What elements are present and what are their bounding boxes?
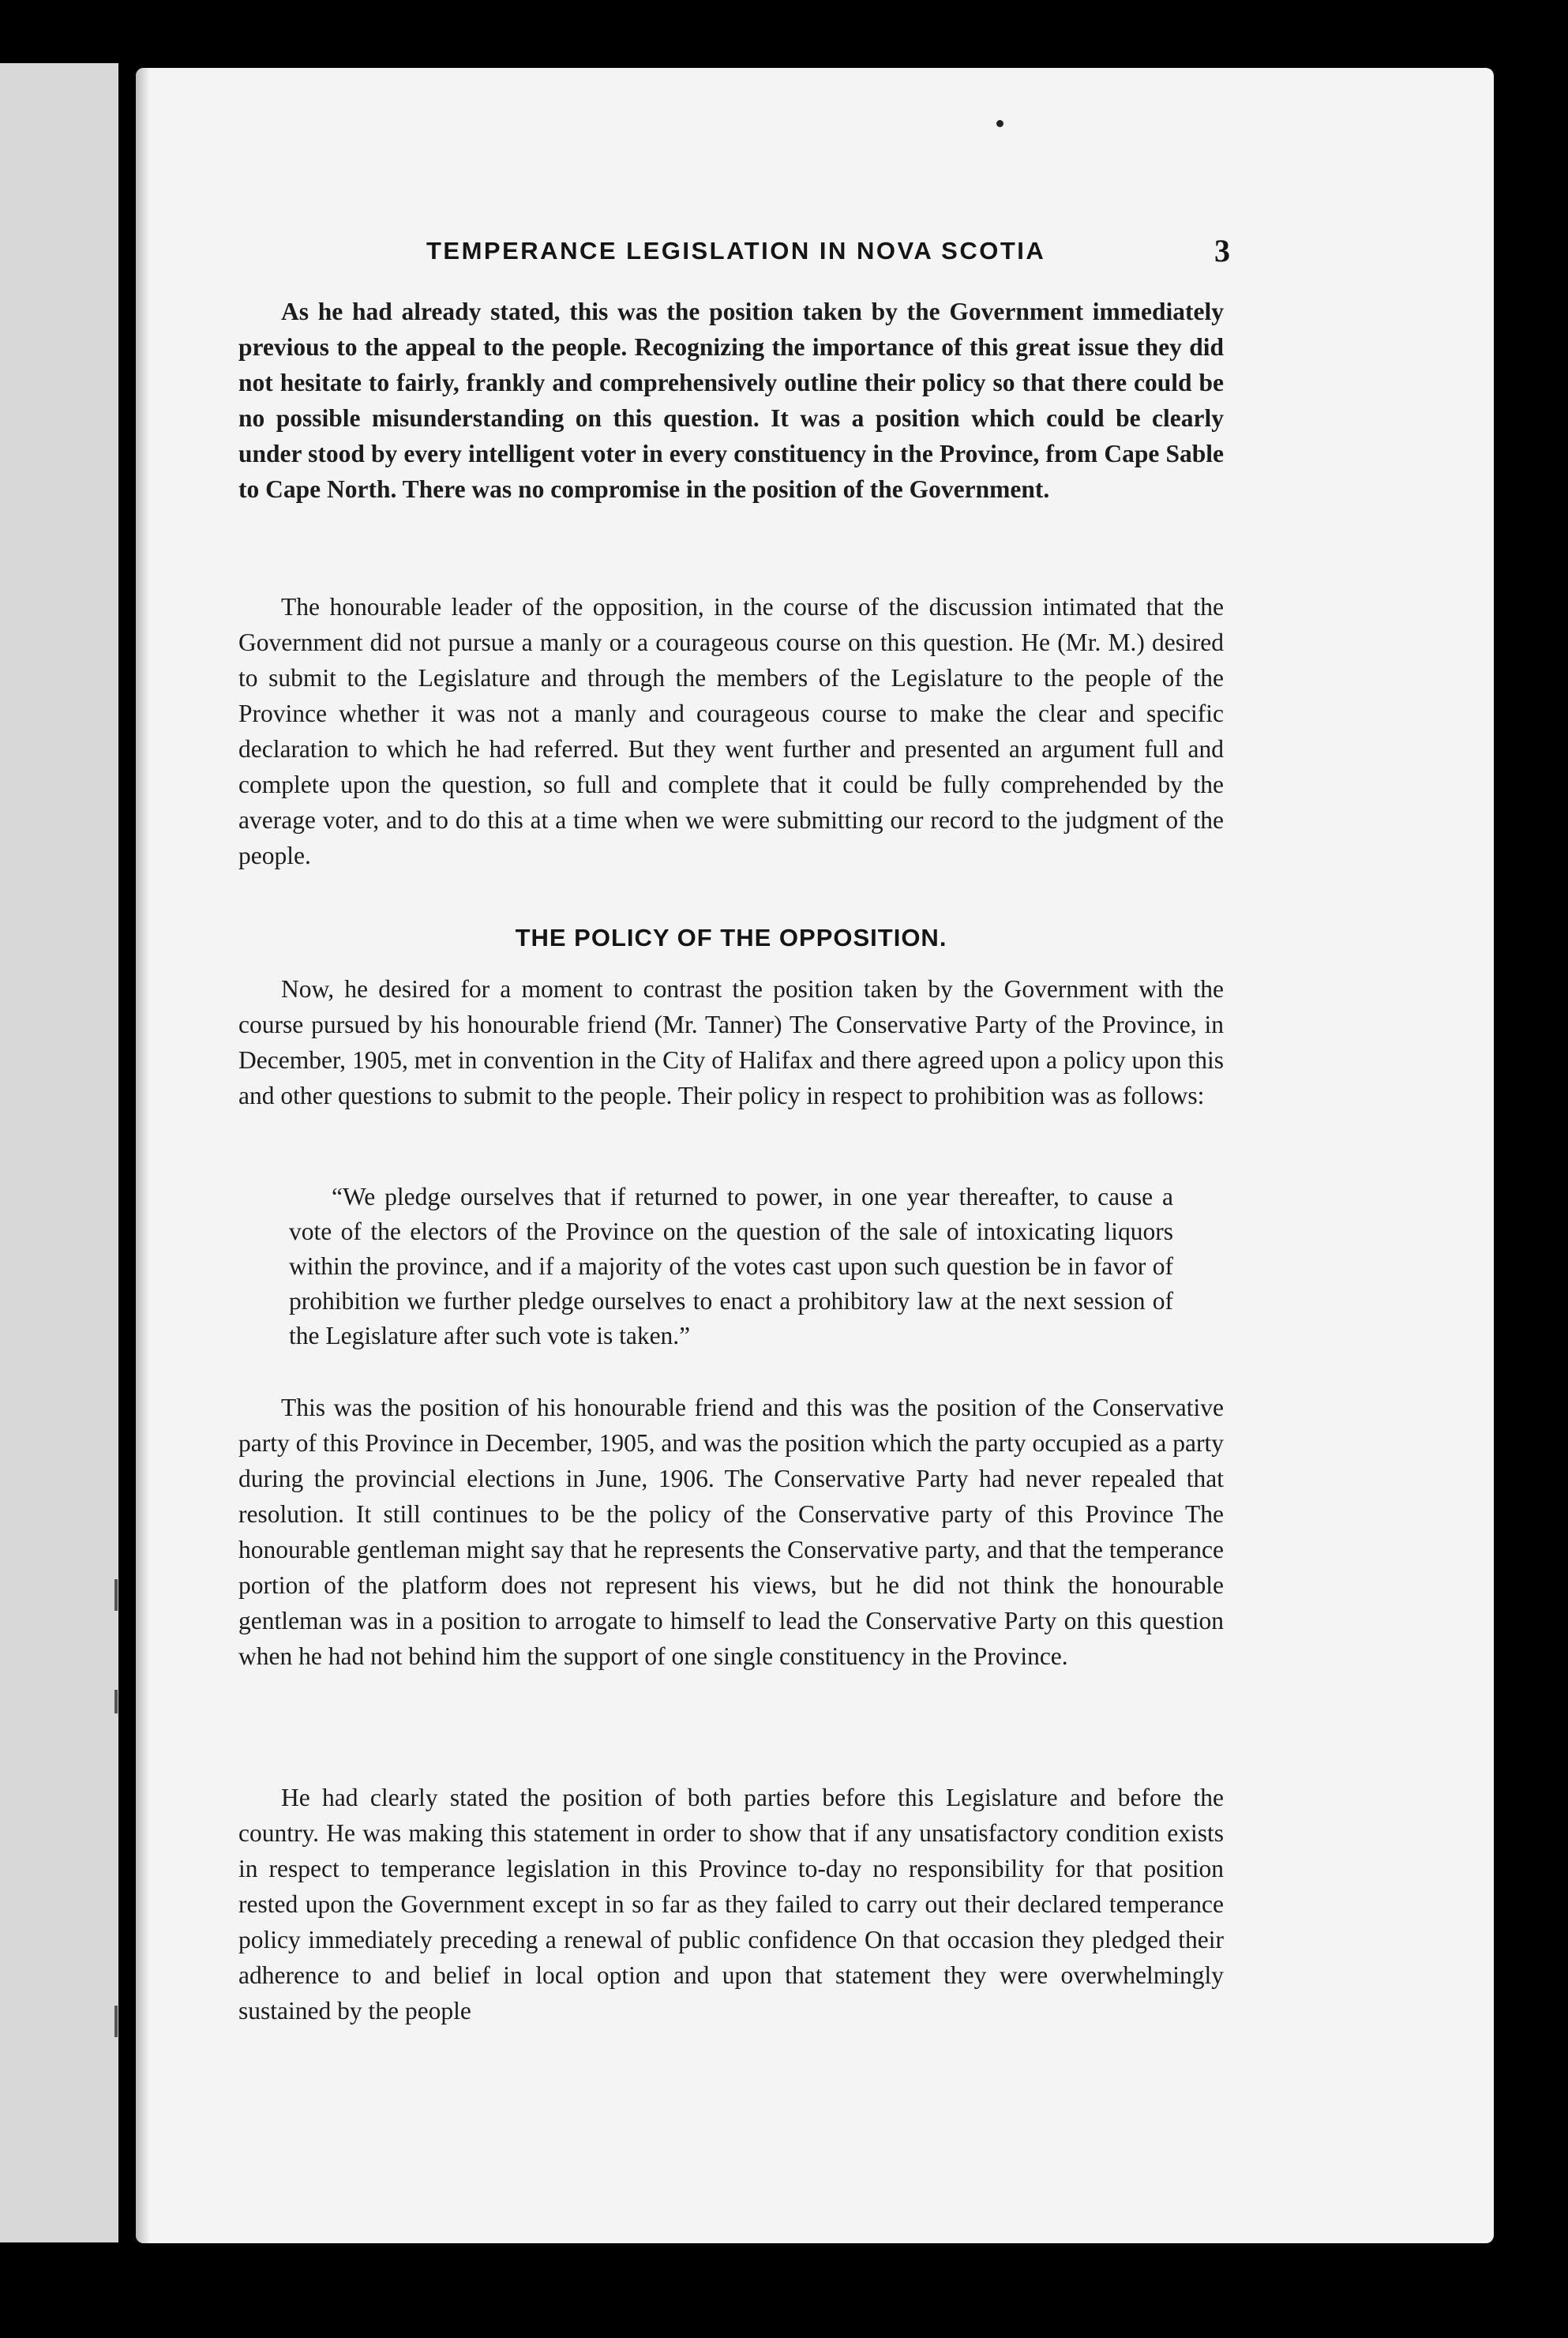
ink-spot — [996, 120, 1003, 127]
adjacent-page-edge — [0, 63, 118, 2242]
margin-mark — [114, 1690, 118, 1713]
page-number: 3 — [1214, 233, 1230, 268]
paragraph-1: As he had already stated, this was the position taken by the Government immediately previous to the appeal to the people. Recognizing the importance of this great issue they did not hesitate to fairly, frankly and comprehensively outline their policy so that there could be no possible misunderstanding on this question. It was a position which could be clearly under stood by every intelligent voter in every constituency in the Province, from Cape Sable to Cape North. There was no compromise in the position of the Government. — [238, 298, 1224, 503]
section-heading: THE POLICY OF THE OPPOSITION. — [515, 924, 947, 951]
paragraph-4: This was the position of his honourable friend and this was the position of the Conservative party of this Province in December, 1905, and was the position which the party occupied as a party during the provincial elections in June, 1906. The Conservative Party had never repealed that resolution. It still continues to be the policy of the Conservative party of this Province The honourable gentleman might say that he represents the Conservative party, and that the temperance portion of the platform does not represent his views, but he did not think the honourable gentleman was in a position to arrogate to himself to lead the Conservative Party on this question when he had not behind him the support of one single constituency in the Province. — [238, 1394, 1224, 1670]
running-title: TEMPERANCE LEGISLATION IN NOVA SCOTIA — [426, 237, 1046, 265]
paragraph-5: He had clearly stated the position of both parties before this Legislature and before the country. He was making this statement in order to show that if any unsatisfactory condition exists in respect to temperance legislation in this Province to-day no responsibility for that position rested upon the Government except in so far as they failed to carry out their declared temperance policy immediately preceding a renewal of public confidence On that occasion they pledged their adherence to and belief in local option and upon that statement they were overwhelmingly sustained by the people — [238, 1784, 1224, 2025]
paragraph-3: Now, he desired for a moment to contrast the position taken by the Government with the course pursued by his honourable friend (Mr. Tanner) The Conservative Party of the Province, in December, 1905, met in convention in the City of Halifax and there agreed upon a policy upon this and other questions to submit to the people. Their policy in respect to prohibition was as follows: — [238, 975, 1224, 1109]
margin-mark — [114, 2006, 118, 2037]
page-gutter-shadow — [136, 68, 150, 2243]
quoted-resolution: “We pledge ourselves that if returned to power, in one year thereafter, to cause a vote of the electors of the Province on the question of the sale of intoxicating liquors within the province, and if a majority of the votes cast upon such question be in favor of prohibition we further pledge ourselves to enact a prohibitory law at the next session of the Legislature after such vote is taken.” — [289, 1183, 1173, 1349]
margin-mark — [114, 1579, 118, 1611]
paragraph-2: The honourable leader of the opposition, in the course of the discussion intimated that the Government did not pursue a manly or a courageous course on this question. He (Mr. M.) desired to submit to the Legislature and through the members of the Legislature to the people of the Province whether it was not a manly and courageous course to make the clear and specific declaration to which he had referred. But they went further and presented an argument full and complete upon the question, so full and complete that it could be fully comprehended by the average voter, and to do this at a time when we were submitting our record to the judgment of the people. — [238, 593, 1224, 869]
